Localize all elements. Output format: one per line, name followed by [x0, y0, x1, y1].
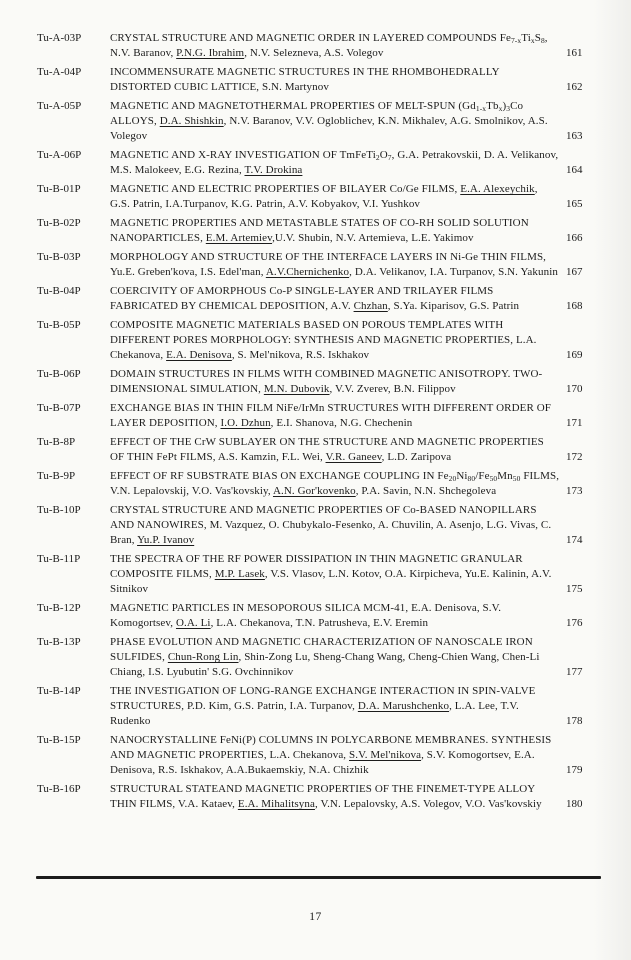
toc-entry — [37, 469, 597, 499]
entry-title-authors — [110, 435, 560, 465]
toc-entry — [37, 601, 597, 631]
entry-title-authors — [110, 318, 560, 363]
page-ref-cell — [560, 250, 597, 280]
entry-title-authors — [110, 552, 560, 597]
session-code: Tu-A-06P — [37, 149, 82, 161]
page-ref-cell — [560, 635, 597, 680]
underlined-author: E.A. Mihalitsyna — [237, 798, 315, 810]
page-ref-cell — [560, 99, 597, 144]
toc-entry — [37, 65, 597, 95]
title-segment: , S. Mel'nikova, R.S. Iskhakov — [231, 349, 370, 361]
page-ref-cell — [560, 182, 597, 212]
page-ref-cell — [560, 552, 597, 597]
underlined-author: I.O. Dzhun — [220, 417, 271, 429]
entry-title-authors — [110, 401, 560, 431]
underlined-author: Chzhan — [353, 300, 388, 312]
entry-page-ref: 175 — [566, 583, 583, 595]
title-segment: Ni — [456, 470, 468, 482]
title-segment: , E.I. Shanova, N.G. Chechenin — [270, 417, 413, 429]
title-segment: MORPHOLOGY AND STRUCTURE OF THE INTERFACE LAYERS IN Ni-Ge THIN FILMS, Yu.E. Greben'kova, I.S. Edel'man, — [110, 251, 547, 278]
title-segment: INCOMMENSURATE MAGNETIC STRUCTURES IN THE RHOMBOHEDRALLY DISTORTED CUBIC LATTICE, S.N. Martynov — [110, 66, 500, 93]
toc-entry — [37, 782, 597, 812]
toc-entry — [37, 99, 597, 144]
underlined-author: Yu.P. Ivanov — [137, 534, 195, 546]
entry-title-authors — [110, 65, 560, 95]
title-segment: O — [379, 149, 388, 161]
entry-page-ref: 163 — [566, 130, 583, 142]
title-segment: Ti — [521, 32, 531, 44]
title-segment: NANOCRYSTALLINE FeNi(P) COLUMNS IN POLYCARBONE MEMBRANES. SYNTHESIS AND MAGNETIC PROPERTIES, L.A. Chekanova, — [110, 734, 552, 761]
session-code: Tu-B-13P — [37, 636, 81, 648]
entry-page-ref: 178 — [566, 715, 583, 727]
toc-list — [37, 31, 597, 816]
page-ref-cell — [560, 401, 597, 431]
formula-subscript: 20 — [448, 474, 457, 483]
title-segment: DOMAIN STRUCTURES IN FILMS WITH COMBINED MAGNETIC ANISOTROPY. TWO-DIMENSIONAL SIMULATION, — [110, 368, 543, 395]
session-code: Tu-B-04P — [37, 285, 81, 297]
toc-entry — [37, 635, 597, 680]
toc-entry — [37, 503, 597, 548]
title-segment: , G.A. Petrakovskii, D. A. Velikanov, M.S. Malokeev, E.G. Rezina, — [110, 149, 559, 176]
toc-entry — [37, 733, 597, 778]
entry-title-authors — [110, 250, 560, 280]
title-segment: , S.V. Komogortsev, E.A. Denisova, R.S. Iskhakov, A.A.Bukaemskiy, N.A. Chizhik — [110, 749, 535, 776]
page-ref-cell — [560, 284, 597, 314]
title-segment: , G.S. Patrin, I.A.Turpanov, K.G. Patrin, A.V. Kobyakov, V.I. Yushkov — [110, 183, 538, 210]
underlined-author: E.M. Artemiev — [205, 232, 273, 244]
entry-title-authors — [110, 469, 560, 499]
title-segment: MAGNETIC PROPERTIES AND METASTABLE STATES OF CO-RH SOLID SOLUTION NANOPARTICLES, — [110, 217, 529, 244]
underlined-author: M.P. Lasek — [214, 568, 265, 580]
entry-page-ref: 180 — [566, 798, 583, 810]
toc-entry — [37, 31, 597, 61]
title-segment: , V.S. Vlasov, L.N. Kotov, O.A. Kirpicheva, Yu.E. Kalinin, A.V. Sitnikov — [110, 568, 552, 595]
entry-title-authors — [110, 182, 560, 212]
underlined-author: T.V. Drokina — [244, 164, 303, 176]
title-segment: THE SPECTRA OF THE RF POWER DISSIPATION IN THIN MAGNETIC GRANULAR COMPOSITE FILMS, — [110, 553, 523, 580]
title-segment: MAGNETIC AND ELECTRIC PROPERTIES OF BILAYER Co/Ge FILMS, — [110, 183, 461, 195]
title-segment: MAGNETIC PARTICLES IN MESOPOROUS SILICA MCM-41, E.A. Denisova, S.V. Komogortsev, — [110, 602, 502, 629]
entry-page-ref: 172 — [566, 451, 583, 463]
page-ref-cell — [560, 318, 597, 363]
session-code: Tu-B-16P — [37, 783, 81, 795]
underlined-author: E.A. Alexeychik — [460, 183, 535, 195]
toc-entry — [37, 401, 597, 431]
formula-subscript: 8 — [540, 36, 545, 45]
formula-subscript: 2 — [375, 153, 380, 162]
underlined-author: E.A. Denisova — [166, 349, 232, 361]
session-code: Tu-B-15P — [37, 734, 81, 746]
title-segment: ,U.V. Shubin, N.V. Artemieva, L.E. Yakimov — [272, 232, 474, 244]
entry-page-ref: 173 — [566, 485, 583, 497]
title-segment: ) — [502, 100, 507, 112]
toc-entry — [37, 250, 597, 280]
toc-entry — [37, 216, 597, 246]
toc-entry — [37, 182, 597, 212]
title-segment: , N.V. Baranov, — [110, 32, 548, 59]
entry-title-authors — [110, 684, 560, 729]
underlined-author: P.N.G. Ibrahim — [176, 47, 245, 59]
session-code: Tu-B-05P — [37, 319, 81, 331]
page-ref-cell — [560, 31, 597, 61]
title-segment: Mn — [497, 470, 513, 482]
formula-subscript: 1-x — [475, 104, 487, 113]
session-code: Tu-B-10P — [37, 504, 81, 516]
session-code: Tu-B-06P — [37, 368, 81, 380]
page-ref-cell — [560, 435, 597, 465]
page-ref-cell — [560, 782, 597, 812]
session-code: Tu-B-8P — [37, 436, 76, 448]
toc-entry — [37, 367, 597, 397]
page-ref-cell — [560, 684, 597, 729]
page-ref-cell — [560, 469, 597, 499]
title-segment: , D.A. Velikanov, I.A. Turpanov, S.N. Yakunin — [349, 266, 558, 278]
title-segment: , V.N. Lepalovsky, A.S. Volegov, V.O. Vas'kovskiy — [314, 798, 542, 810]
underlined-author: S.V. Mel'nikova — [349, 749, 422, 761]
title-segment: THE INVESTIGATION OF LONG-RANGE EXCHANGE INTERACTION IN SPIN-VALVE STRUCTURES, P.D. Kim, G.S. Patrin, I.A. Turpanov, — [110, 685, 536, 712]
underlined-author: M.N. Dubovik — [263, 383, 330, 395]
page-ref-cell — [560, 65, 597, 95]
formula-subscript: 50 — [512, 474, 521, 483]
entry-page-ref: 177 — [566, 666, 583, 678]
underlined-author: A.V.Chernichenko — [265, 266, 350, 278]
formula-subscript: x — [530, 36, 535, 45]
entry-page-ref: 167 — [566, 266, 583, 278]
entry-page-ref: 166 — [566, 232, 583, 244]
entry-title-authors — [110, 782, 560, 812]
entry-title-authors — [110, 284, 560, 314]
entry-title-authors — [110, 733, 560, 778]
underlined-author: A.N. Gor'kovenko — [272, 485, 356, 497]
formula-subscript: 50 — [489, 474, 498, 483]
entry-page-ref: 161 — [566, 47, 583, 59]
formula-subscript: 80 — [467, 474, 476, 483]
formula-subscript: 3 — [506, 104, 511, 113]
page-ref-cell — [560, 503, 597, 548]
title-segment: COMPOSITE MAGNETIC MATERIALS BASED ON POROUS TEMPLATES WITH DIFFERENT PORES MORPHOLOGY: SYNTHESIS AND MAGNETIC PROPERTIES, L.A. Chekanova, — [110, 319, 537, 361]
underlined-author: O.A. Li — [175, 617, 211, 629]
toc-entry — [37, 552, 597, 597]
page-number: 17 — [309, 911, 322, 923]
title-segment: , L.A. Chekanova, T.N. Patrusheva, E.V. Eremin — [210, 617, 429, 629]
entry-page-ref: 164 — [566, 164, 583, 176]
title-segment: STRUCTURAL STATEAND MAGNETIC PROPERTIES OF THE FINEMET-TYPE ALLOY THIN FILMS, V.A. Kataev, — [110, 783, 535, 810]
title-segment: EXCHANGE BIAS IN THIN FILM NiFe/IrMn STRUCTURES WITH DIFFERENT ORDER OF LAYER DEPOSITION, — [110, 402, 552, 429]
toc-entry — [37, 284, 597, 314]
session-code: Tu-A-05P — [37, 100, 82, 112]
underlined-author: V.R. Ganeev — [325, 451, 382, 463]
session-code: Tu-B-12P — [37, 602, 81, 614]
entry-title-authors — [110, 601, 560, 631]
entry-title-authors — [110, 367, 560, 397]
title-segment: FILMS, V.N. Lepalovskij, V.O. Vas'kovskiy, — [110, 470, 560, 497]
session-code: Tu-B-14P — [37, 685, 81, 697]
toc-entry — [37, 684, 597, 729]
title-segment: S — [534, 32, 541, 44]
title-segment: , V.V. Zverev, B.N. Filippov — [329, 383, 456, 395]
entry-title-authors — [110, 216, 560, 246]
formula-subscript: 7-x — [510, 36, 522, 45]
title-segment: , L.D. Zaripova — [381, 451, 452, 463]
title-segment: CRYSTAL STRUCTURE AND MAGNETIC ORDER IN LAYERED COMPOUNDS Fe — [110, 32, 511, 44]
entry-page-ref: 165 — [566, 198, 583, 210]
underlined-author: D.A. Shishkin — [159, 115, 224, 127]
session-code: Tu-B-03P — [37, 251, 81, 263]
title-segment: Tb — [486, 100, 499, 112]
title-segment: EFFECT OF THE CrW SUBLAYER ON THE STRUCTURE AND MAGNETIC PROPERTIES OF THIN FePt FILMS, A.S. Kamzin, F.L. Wei, — [110, 436, 544, 463]
footer-divider — [36, 876, 601, 879]
session-code: Tu-B-07P — [37, 402, 81, 414]
entry-title-authors — [110, 99, 560, 144]
title-segment: , S.Ya. Kiparisov, G.S. Patrin — [387, 300, 520, 312]
entry-page-ref: 169 — [566, 349, 583, 361]
title-segment: MAGNETIC AND X-RAY INVESTIGATION OF TmFeTi — [110, 149, 376, 161]
session-code: Tu-B-02P — [37, 217, 81, 229]
title-segment: COERCIVITY OF AMORPHOUS Co-P SINGLE-LAYER AND TRILAYER FILMS FABRICATED BY CHEMICAL DEPOSITION, A.V. — [110, 285, 494, 312]
title-segment: EFFECT OF RF SUBSTRATE BIAS ON EXCHANGE COUPLING IN Fe — [110, 470, 449, 482]
entry-page-ref: 174 — [566, 534, 583, 546]
session-code: Tu-A-04P — [37, 66, 82, 78]
toc-entry — [37, 148, 597, 178]
title-segment: , Shin-Zong Lu, Sheng-Chang Wang, Cheng-Chien Wang, Chen-Li Chiang, I.S. Lyubutin' S.G. Ovchinnikov — [110, 651, 540, 678]
entry-page-ref: 179 — [566, 764, 583, 776]
underlined-author: D.A. Marushchenko — [357, 700, 450, 712]
title-segment: , N.V. Baranov, V.V. Ogloblichev, K.N. Mikhalev, A.G. Smolnikov, A.S. Volegov — [110, 115, 548, 142]
title-segment: /Fe — [475, 470, 490, 482]
entry-page-ref: 168 — [566, 300, 583, 312]
session-code: Tu-B-01P — [37, 183, 81, 195]
title-segment: , N.V. Selezneva, A.S. Volegov — [244, 47, 384, 59]
title-segment: , P.A. Savin, N.N. Shchegoleva — [355, 485, 497, 497]
title-segment: Co ALLOYS, — [110, 100, 524, 127]
title-segment: CRYSTAL STRUCTURE AND MAGNETIC PROPERTIES OF Co-BASED NANOPILLARS AND NANOWIRES, M. Vazquez, O. Chubykalo-Fesenko, A. Chuvilin, A. Asenjo, L.G. Vivas, C. Bran, — [110, 504, 552, 546]
entry-title-authors — [110, 31, 560, 61]
toc-entry — [37, 318, 597, 363]
session-code: Tu-B-11P — [37, 553, 81, 565]
entry-title-authors — [110, 635, 560, 680]
page-ref-cell — [560, 601, 597, 631]
session-code: Tu-A-03P — [37, 32, 82, 44]
formula-subscript: 7 — [387, 153, 392, 162]
page-ref-cell — [560, 148, 597, 178]
session-code: Tu-B-9P — [37, 470, 76, 482]
title-segment: PHASE EVOLUTION AND MAGNETIC CHARACTERIZATION OF NANOSCALE IRON SULFIDES, — [110, 636, 533, 663]
title-segment: , L.A. Lee, T.V. Rudenko — [110, 700, 519, 727]
underlined-author: Chun-Rong Lin — [167, 651, 239, 663]
page-ref-cell — [560, 733, 597, 778]
entry-page-ref: 171 — [566, 417, 583, 429]
page-ref-cell — [560, 367, 597, 397]
entry-title-authors — [110, 148, 560, 178]
entry-page-ref: 170 — [566, 383, 583, 395]
formula-subscript: x — [498, 104, 503, 113]
page-ref-cell — [560, 216, 597, 246]
entry-page-ref: 176 — [566, 617, 583, 629]
title-segment: MAGNETIC AND MAGNETOTHERMAL PROPERTIES OF MELT-SPUN (Gd — [110, 100, 476, 112]
entry-page-ref: 162 — [566, 81, 583, 93]
entry-title-authors — [110, 503, 560, 548]
toc-entry — [37, 435, 597, 465]
